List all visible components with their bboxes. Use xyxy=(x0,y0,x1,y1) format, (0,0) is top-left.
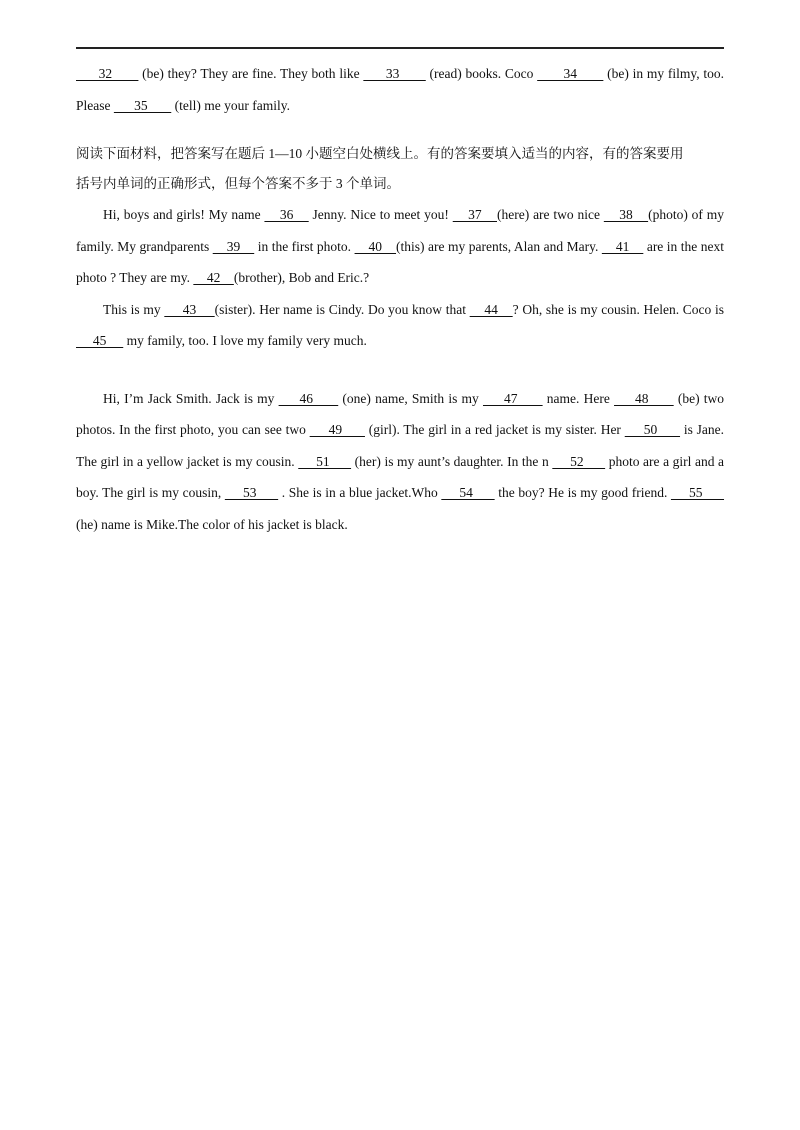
text: (girl). The girl in a red jacket is my sister. Her xyxy=(364,422,625,437)
text: (he) name is Mike.The color of his jacket is black. xyxy=(76,516,348,532)
paragraph-jack xyxy=(76,383,724,541)
blank-34[interactable]: 34 xyxy=(537,66,604,81)
text: (her) is my aunt’s daughter. In the n xyxy=(351,453,553,469)
text: name. Here xyxy=(542,390,615,406)
blank-39[interactable]: 39 xyxy=(212,238,255,254)
blank-35[interactable]: 35 xyxy=(113,97,172,113)
text: photo are a girl and a boy. The girl is my cousin, xyxy=(76,453,725,500)
blank-48[interactable]: 48 xyxy=(614,390,674,406)
text: in the first photo. xyxy=(254,238,355,254)
blank-50[interactable]: 50 xyxy=(624,422,681,437)
paragraph-sister xyxy=(76,294,724,357)
blank-52[interactable]: 52 xyxy=(552,453,606,469)
instructions xyxy=(76,139,724,199)
text: Hi, I’m Jack Smith. Jack is my xyxy=(103,390,279,406)
text: (be) two photos. In the first photo, you can see two xyxy=(76,390,725,437)
text: (tell) me your family. xyxy=(171,97,290,113)
blank-45[interactable]: 45 xyxy=(76,333,124,348)
text: (be) they? They are fine. They both like xyxy=(138,66,364,81)
blank-33[interactable]: 33 xyxy=(363,66,426,81)
blank-49[interactable]: 49 xyxy=(309,422,365,437)
instructions-line-2: 括号内单词的正确形式，但每个答案不多于 3 个单词。 xyxy=(76,176,400,191)
blank-51[interactable]: 51 xyxy=(298,453,352,469)
text: (brother), Bob and Eric.? xyxy=(233,270,370,285)
text: (read) books. Coco xyxy=(425,66,538,81)
blank-44[interactable]: 44 xyxy=(469,301,513,317)
text: (one) name, Smith is my xyxy=(338,390,483,406)
text: Jenny. Nice to meet you! xyxy=(308,207,453,222)
blank-37[interactable]: 37 xyxy=(452,207,497,222)
text: (sister). Her name is Cindy. Do you know that xyxy=(214,301,470,317)
instructions-line-1: 阅读下面材料，把答案写在题后 1—10 小题空白处横线上。有的答案要填入适当的内容，有的答案要用 xyxy=(76,146,684,161)
blank-47[interactable]: 47 xyxy=(482,390,543,406)
paragraph-continuation xyxy=(76,58,724,121)
text: (photo) of my family. My grandparents xyxy=(76,207,725,254)
text: the boy? He is my good friend. xyxy=(494,485,671,500)
blank-53[interactable]: 53 xyxy=(224,485,279,500)
blank-42[interactable]: 42 xyxy=(193,270,234,285)
text: . She is in a blue jacket.Who xyxy=(278,485,442,500)
paragraph-jenny xyxy=(76,199,724,294)
text: (this) are my parents, Alan and Mary. xyxy=(396,238,602,254)
blank-43[interactable]: 43 xyxy=(164,301,215,317)
text: (be) in my filmy, too. Please xyxy=(76,66,725,113)
text: ? Oh, she is my cousin. Helen. Coco is xyxy=(512,301,724,317)
blank-46[interactable]: 46 xyxy=(278,390,339,406)
document-body xyxy=(76,58,724,540)
text: This is my xyxy=(103,301,165,317)
blank-55[interactable]: 55 xyxy=(670,485,725,500)
text: (here) are two nice xyxy=(497,207,604,222)
header-rule xyxy=(76,47,724,49)
text: is Jane. The girl in a yellow jacket is my cousin. xyxy=(76,422,724,469)
text: are in the next photo ? They are my. xyxy=(76,238,725,285)
blank-38[interactable]: 38 xyxy=(603,207,649,222)
blank-54[interactable]: 54 xyxy=(441,485,495,500)
blank-40[interactable]: 40 xyxy=(354,238,397,254)
text: my family, too. I love my family very much. xyxy=(123,333,367,348)
blank-36[interactable]: 36 xyxy=(264,207,309,222)
blank-41[interactable]: 41 xyxy=(601,238,644,254)
text: Hi, boys and girls! My name xyxy=(103,207,265,222)
blank-32[interactable]: 32 xyxy=(76,66,139,81)
